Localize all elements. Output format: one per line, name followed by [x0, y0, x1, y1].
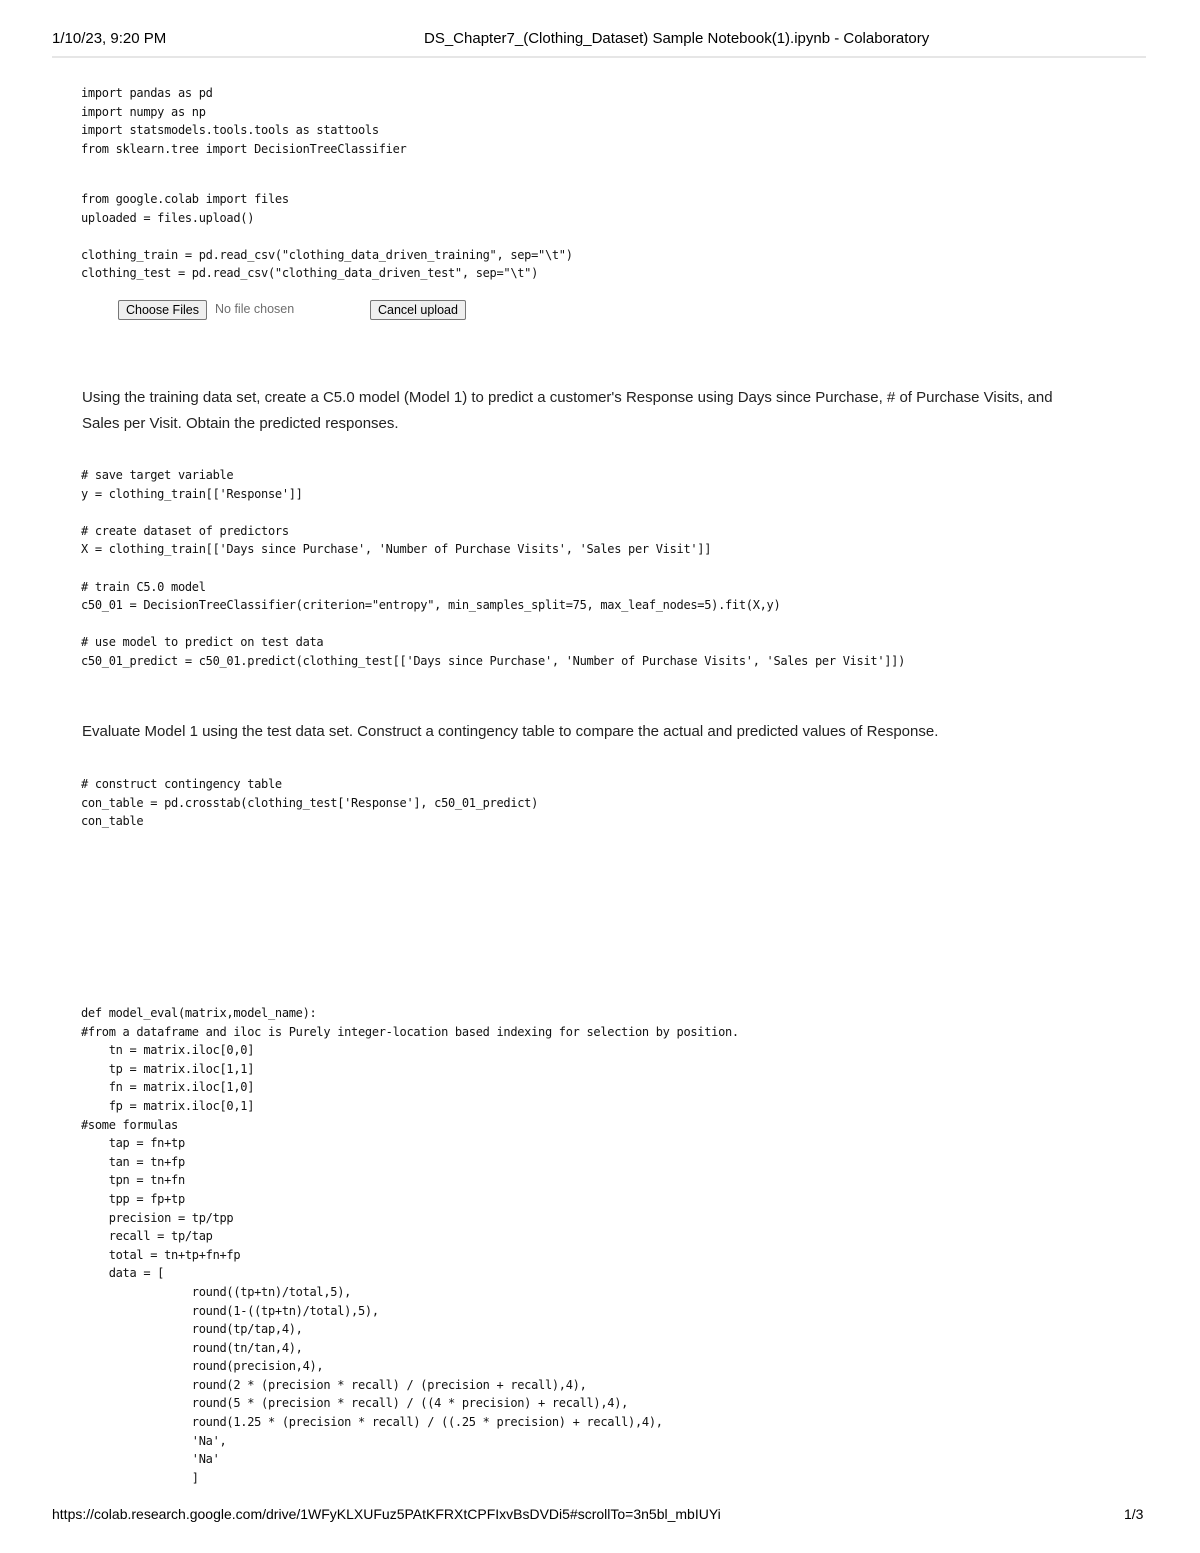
text-cell-evaluate-instructions: Evaluate Model 1 using the test data set. Construct a contingency table to compare the actual and predicted values of Response.	[82, 723, 939, 740]
code-cell-model1[interactable]: # save target variable y = clothing_train[['Response']] # create dataset of predictors X = clothing_train[['Days since Purchase', 'Number of Purchase Visits', 'Sales per Visit']] # train C5.0 model c50_01 = DecisionTreeClassifier(criterion="entropy", min_samples_split=75, max_leaf_nodes=5).fit(X,y) # use model to predict on test data c50_01_predict = c50_01.predict(clothing_test[['Days since Purchase', 'Number of Purchase Visits', 'Sales per Visit']])	[81, 468, 906, 668]
header-divider	[52, 56, 1146, 58]
text-cell-model1-instructions: Using the training data set, create a C5.0 model (Model 1) to predict a customer's Response using Days since Purchase, # of Purchase Visits, and Sales per Visit. Obtain the predicted responses.	[82, 389, 1053, 432]
code-cell-upload[interactable]: from google.colab import files uploaded = files.upload() clothing_train = pd.read_csv("clothing_data_driven_training", sep="\t") clothing_test = pd.read_csv("clothing_data_driven_test", sep="\t")	[81, 192, 573, 281]
code-cell-imports[interactable]: import pandas as pd import numpy as np import statsmodels.tools.tools as stattools from sklearn.tree import DecisionTreeClassifier	[81, 86, 407, 156]
page-number: 1/3	[1124, 1506, 1144, 1522]
page-title: DS_Chapter7_(Clothing_Dataset) Sample Notebook(1).ipynb - Colaboratory	[424, 30, 930, 47]
page-url: https://colab.research.google.com/drive/1WFyKLXUFuz5PAtKFRXtCPFIxvBsDVDi5#scrollTo=3n5bl_mbIUYi	[52, 1506, 721, 1522]
print-datetime: 1/10/23, 9:20 PM	[52, 30, 167, 47]
cancel-upload-button[interactable]: Cancel upload	[370, 300, 466, 320]
code-cell-contingency[interactable]: # construct contingency table con_table = pd.crosstab(clothing_test['Response'], c50_01_predict) con_table	[81, 777, 539, 829]
choose-files-button[interactable]: Choose Files	[118, 300, 207, 320]
no-file-chosen-label: No file chosen	[215, 302, 295, 316]
code-cell-model-eval[interactable]: def model_eval(matrix,model_name): #from a dataframe and iloc is Purely integer-location based indexing for selection by position. tn = matrix.iloc[0,0] tp = matrix.iloc[1,1] fn = matrix.iloc[1,0] fp = matrix.iloc[0,1] #some formulas tap = fn+tp tan = tn+fp tpn = tn+fn tpp = fp+tp precision = tp/tpp recall = tp/tap total = tn+tp+fn+fp data = [ round((tp+tn)/total,5), round(1-((tp+tn)/total),5), round(tp/tap,4), round(tn/tan,4), round(precision,4), round(2 * (precision * recall) / (precision + recall),4), round(5 * (precision * recall) / ((4 * precision) + recall),4), round(1.25 * (precision * recall) / ((.25 * precision) + recall),4), 'Na', 'Na' ]	[81, 1006, 739, 1485]
